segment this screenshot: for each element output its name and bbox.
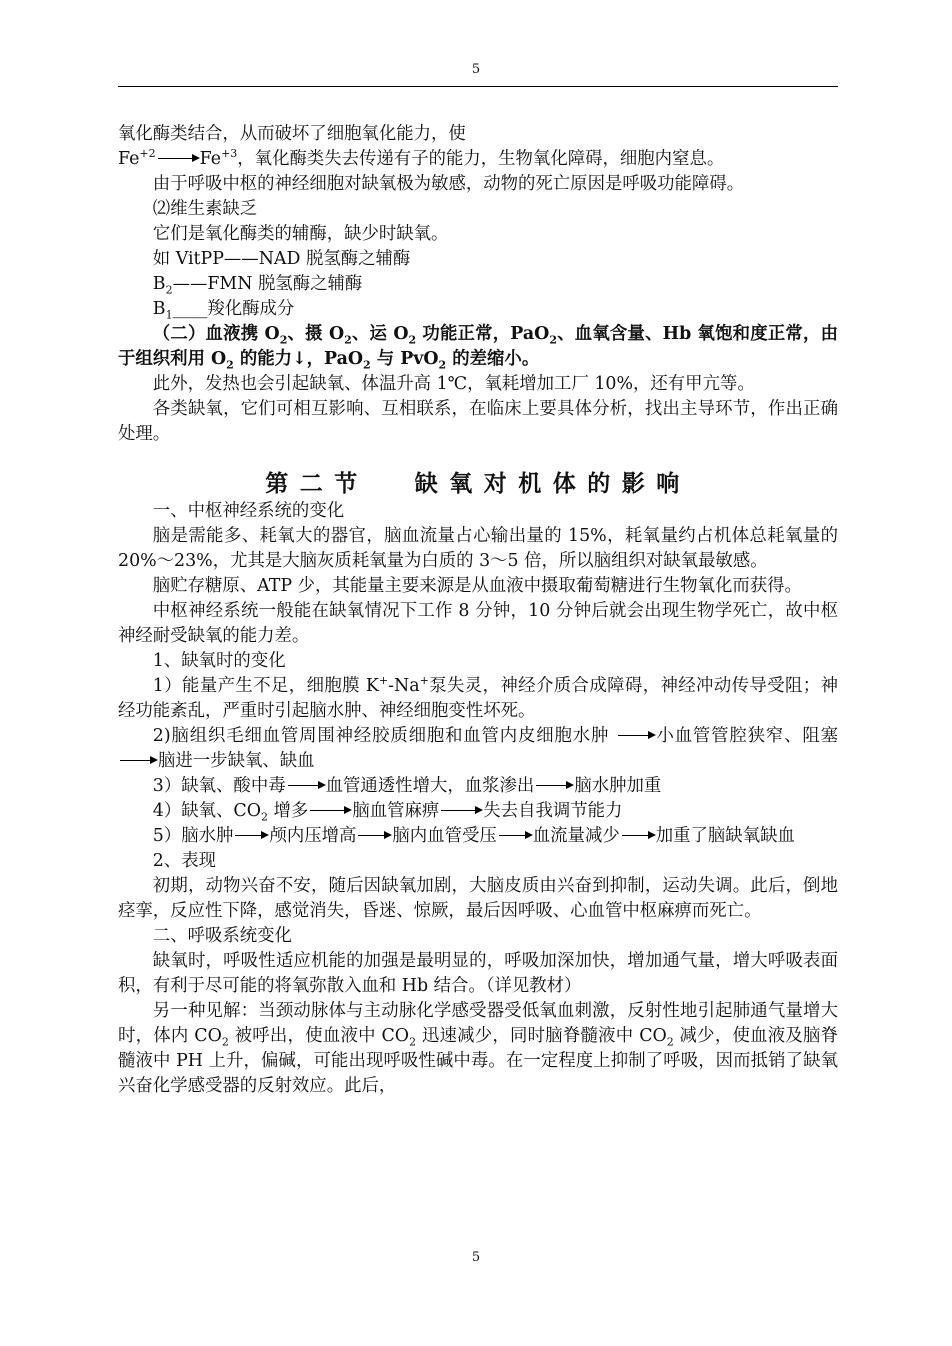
list-item: 它们是氧化酶类的辅酶，缺少时缺氧。 bbox=[152, 224, 449, 244]
list-item bbox=[118, 272, 838, 297]
text-span: 颅内压增高 bbox=[269, 826, 357, 846]
arrow-icon bbox=[499, 835, 531, 836]
subscript: 2 bbox=[363, 358, 371, 372]
text-span: 、运 O bbox=[351, 324, 409, 344]
arrow-icon bbox=[441, 810, 481, 811]
paragraph: 中枢神经系统一般能在缺氧情况下工作 8 分钟，10 分钟后就会出现生物学死亡，故中枢神经耐受缺氧的能力差。 bbox=[118, 601, 838, 646]
arrow-icon bbox=[235, 835, 267, 836]
subscript: 2 bbox=[165, 283, 173, 297]
text-span: 功能正常，PaO bbox=[416, 324, 550, 344]
subscript: 2 bbox=[226, 358, 234, 372]
page-number-bottom: 5 bbox=[471, 1250, 481, 1265]
heading: 2、表现 bbox=[152, 851, 217, 871]
text-span: 被呼出，使血液中 CO bbox=[228, 1026, 410, 1046]
text-span: 另一种见解：当颈动脉体与主动脉化学感受器受低氧血刺激，反射性地引起肺通气量增大时，体内 CO bbox=[118, 1001, 838, 1046]
text-span: ____羧化酶成分 bbox=[172, 299, 295, 319]
text-span: 加重了脑缺氧缺血 bbox=[655, 826, 795, 846]
superscript: + bbox=[419, 674, 429, 688]
heading: 二、呼吸系统变化 bbox=[152, 926, 292, 946]
arrow-icon bbox=[310, 810, 350, 811]
subscript: 2 bbox=[344, 333, 352, 347]
text-span: 与 PvO bbox=[370, 349, 439, 369]
text-span: 小血管管腔狭窄、阻塞 bbox=[655, 726, 838, 746]
paragraph bbox=[118, 674, 838, 724]
fe-charge: +2 bbox=[139, 147, 156, 161]
list-item: 如 VitPP——NAD 脱氢酶之辅酶 bbox=[152, 249, 411, 269]
subscript: 2 bbox=[261, 810, 268, 824]
text-span: 血管通透性增大，血浆渗出 bbox=[325, 776, 535, 796]
arrow-icon bbox=[622, 835, 654, 836]
text-span: ——FMN 脱氢酶之辅酶 bbox=[172, 274, 363, 294]
arrow-icon bbox=[158, 158, 198, 159]
text-span: 脑血管麻痹 bbox=[352, 801, 440, 821]
section-title bbox=[118, 469, 838, 499]
text-span: 增多 bbox=[268, 801, 309, 821]
text-span: （二）血液携 O bbox=[152, 324, 280, 344]
list-heading: ⑵维生素缺乏 bbox=[152, 199, 258, 219]
fe-charge: +3 bbox=[221, 147, 238, 161]
text-line: 氧化酶类结合，从而破坏了细胞氧化能力，使 bbox=[118, 124, 466, 144]
list-item bbox=[118, 297, 838, 322]
text-span: ，氧化酶类失去传递有子的能力，生物氧化障碍，细胞内窒息。 bbox=[237, 149, 725, 169]
text-span: B bbox=[152, 274, 166, 294]
paragraph: 脑贮存糖原、ATP 少，其能量主要来源是从血液中摄取葡萄糖进行生物氧化而获得。 bbox=[152, 576, 802, 596]
subscript: 2 bbox=[221, 1035, 229, 1049]
subscript: 2 bbox=[409, 1035, 417, 1049]
subscript: 2 bbox=[438, 358, 447, 372]
text-span: 脑水肿加重 bbox=[574, 776, 662, 796]
text-span: 的差缩小。 bbox=[446, 349, 540, 369]
text-span: 减少，使血液及脑脊髓液中 PH 上升，偏碱，可能出现呼吸性碱中毒。在一定程度上抑制了呼吸，因而抵销了缺氧兴奋化学感受器的反射效应。此后， bbox=[118, 1026, 839, 1096]
paragraph: 脑是需能多、耗氧大的器官，脑血流量占心输出量的 15%，耗氧量约占机体总耗氧量的 20%～23%，尤其是大脑灰质耗氧量为白质的 3～5 倍，所以脑组织对缺氧最敏感。 bbox=[118, 526, 838, 571]
fe-symbol: Fe bbox=[118, 149, 140, 169]
subscript: 1 bbox=[165, 308, 173, 322]
section-number: 第二节 bbox=[265, 470, 369, 497]
text-span: 脑进一步缺氧、缺血 bbox=[158, 751, 315, 771]
paragraph bbox=[118, 999, 838, 1099]
text-span: 、摄 O bbox=[287, 324, 345, 344]
text-line-fe bbox=[118, 147, 838, 172]
text-span: 迅速减少，同时脑脊髓液中 CO bbox=[416, 1026, 667, 1046]
text-span: 4）缺氧、CO bbox=[152, 801, 261, 821]
document-content bbox=[118, 122, 838, 1099]
arrow-icon bbox=[618, 735, 654, 736]
text-span: 2)脑组织毛细血管周围神经胶质细胞和血管内皮细胞水肿 bbox=[152, 726, 610, 746]
text-span: 的能力↓，PaO bbox=[233, 349, 364, 369]
text-span: 失去自我调节能力 bbox=[483, 801, 623, 821]
arrow-icon bbox=[358, 835, 390, 836]
subscript: 2 bbox=[408, 333, 417, 347]
paragraph bbox=[118, 774, 838, 799]
text-span: 3）缺氧、酸中毒 bbox=[152, 776, 286, 796]
paragraph: 此外，发热也会引起缺氧、体温升高 1℃，氧耗增加工厂 10%，还有甲亢等。 bbox=[152, 374, 755, 394]
subscript: 2 bbox=[549, 333, 557, 347]
paragraph: 初期，动物兴奋不安，随后因缺氧加剧，大脑皮质由兴奋到抑制，运动失调。此后，倒地痉挛，反应性下降，感觉消失，昏迷、惊厥，最后因呼吸、心血管中枢麻痹而死亡。 bbox=[118, 876, 838, 921]
paragraph bbox=[118, 824, 838, 849]
fe-symbol: Fe bbox=[199, 149, 222, 169]
text-span: 泵失灵，神经介质合成障碍，神经冲动传导受阻；神经功能紊乱，严重时引起脑水肿、神经细胞变性坏死。 bbox=[118, 676, 838, 721]
arrow-icon bbox=[536, 785, 572, 786]
superscript: + bbox=[378, 674, 389, 688]
paragraph bbox=[118, 799, 838, 824]
paragraph: 各类缺氧，它们可相互影响、互相联系，在临床上要具体分析，找出主导环节，作出正确处理。 bbox=[118, 399, 838, 444]
heading: 一、中枢神经系统的变化 bbox=[152, 501, 345, 521]
subscript: 2 bbox=[666, 1035, 674, 1049]
subscript: 2 bbox=[279, 333, 288, 347]
text-span: 、血氧含量、Hb 氧饱和度正常，由于组织利用 O bbox=[118, 324, 838, 369]
page-number-top: 5 bbox=[471, 62, 481, 77]
section-name: 缺氧对机体的影响 bbox=[414, 470, 691, 497]
paragraph bbox=[118, 724, 838, 774]
text-span: 血流量减少 bbox=[532, 826, 620, 846]
heading: 1、缺氧时的变化 bbox=[152, 651, 286, 671]
text-span: B bbox=[152, 299, 166, 319]
arrow-icon bbox=[288, 785, 324, 786]
paragraph: 缺氧时，呼吸性适应机能的加强是最明显的，呼吸加深加快，增加通气量，增大呼吸表面积，有利于尽可能的将氧弥散入血和 Hb 结合。（详见教材） bbox=[118, 951, 838, 996]
paragraph: 由于呼吸中枢的神经细胞对缺氧极为敏感，动物的死亡原因是呼吸功能障碍。 bbox=[152, 174, 745, 194]
text-span: 1）能量产生不足，细胞膜 K bbox=[152, 676, 379, 696]
text-span: 脑内血管受压 bbox=[392, 826, 497, 846]
text-span: 5）脑水肿 bbox=[152, 826, 234, 846]
header-rule bbox=[118, 86, 838, 87]
text-span: -Na bbox=[388, 676, 420, 696]
bold-paragraph bbox=[118, 322, 838, 372]
arrow-icon bbox=[120, 760, 156, 761]
